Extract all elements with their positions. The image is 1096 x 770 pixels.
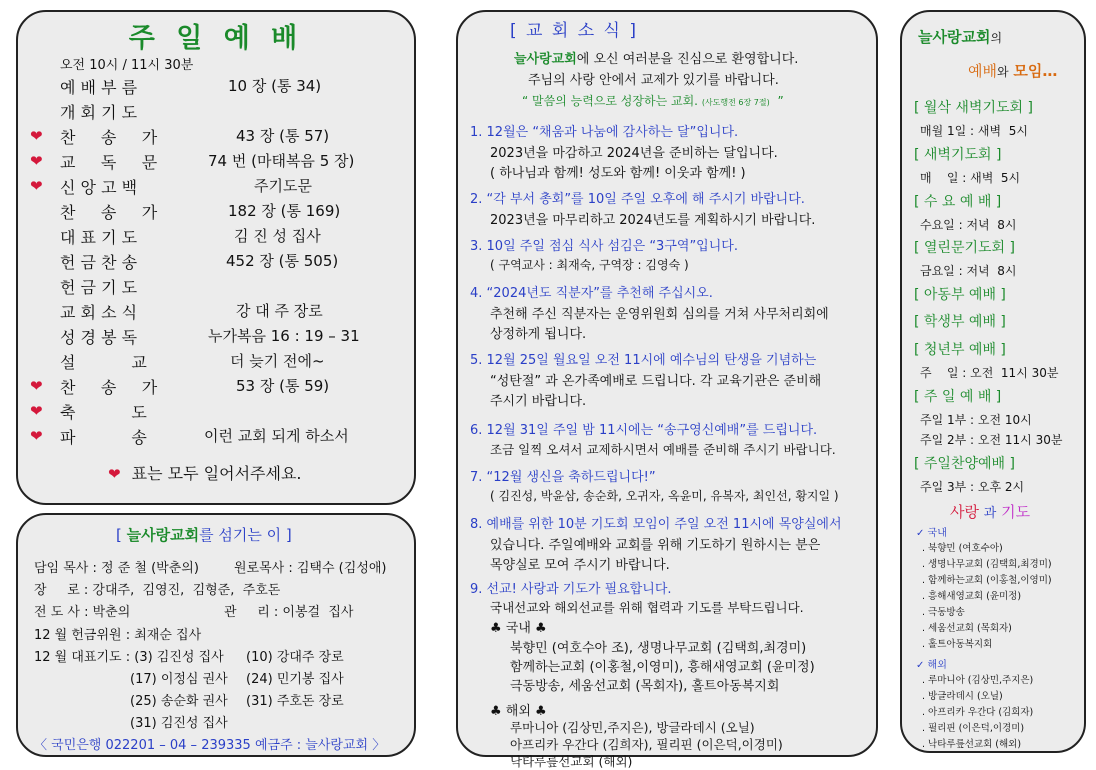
elders: 장 로 : 강대주, 김영진, 김형준, 주호돈 bbox=[34, 583, 281, 598]
meeting-title: [ 학생부 예배 ] bbox=[914, 314, 1006, 330]
order-name: 설 교 bbox=[60, 353, 147, 372]
news-item-5-body: 주시기 바랍니다. bbox=[490, 394, 587, 409]
order-row bbox=[18, 74, 414, 99]
heart-icon: ❤ bbox=[30, 427, 43, 445]
order-row bbox=[18, 99, 414, 124]
meetings-heading bbox=[968, 60, 1057, 81]
prayer-overseas-head: ✓ 해외 bbox=[916, 660, 947, 671]
prayer-overseas: . 필리핀 (이은덕,이경미) bbox=[922, 723, 1025, 734]
meeting-time: 매 일 : 새벽 5시 bbox=[920, 171, 1021, 185]
motto-end: ” bbox=[777, 94, 784, 108]
meeting-time: 주일 3부 : 오후 2시 bbox=[920, 480, 1025, 494]
prayer-domestic: . 세움선교회 (목회자) bbox=[922, 623, 1012, 634]
meeting-time: 금요일 : 저녁 8시 bbox=[920, 264, 1017, 278]
order-name: 교 독 문 bbox=[60, 153, 158, 172]
prayer-domestic: . 함께하는교회 (이홍철,이영미) bbox=[922, 575, 1052, 586]
order-row bbox=[18, 374, 414, 399]
news-item-9-body: 국내선교와 해외선교를 위해 협력과 기도를 부탁드립니다. bbox=[490, 600, 804, 615]
prayer-domestic: . 홀트아동복지회 bbox=[922, 639, 993, 650]
welcome-line-2: 주님의 사랑 안에서 교제가 있기를 바랍니다. bbox=[528, 73, 779, 88]
prayer-leader: (24) 민기봉 집사 bbox=[246, 672, 344, 687]
mission-domestic-head: ♣ 국내 ♣ bbox=[490, 621, 547, 636]
meeting-time: 매월 1일 : 새벽 5시 bbox=[920, 124, 1028, 138]
order-row bbox=[18, 399, 414, 424]
meeting-time: 수요일 : 저녁 8시 bbox=[920, 218, 1017, 232]
news-item-4-body: 추천해 주신 직분자는 운영위원회 심의를 거쳐 사무처리회에 bbox=[490, 307, 829, 322]
order-name: 헌 금 기 도 bbox=[60, 278, 138, 297]
manager: 관 리 : 이봉걸 집사 bbox=[224, 605, 354, 620]
order-detail: 김 진 성 집사 bbox=[234, 227, 321, 245]
prayer-domestic: . 생명나무교회 (김택희,최경미) bbox=[922, 559, 1052, 570]
news-item-7-head: 7. “12월 생신을 축하드립니다!” bbox=[470, 470, 656, 485]
order-name: 개 회 기 도 bbox=[60, 103, 138, 122]
meeting-time: 주 일 : 오전 11시 30분 bbox=[920, 366, 1059, 380]
meeting-title: [ 열린문기도회 ] bbox=[914, 240, 1015, 256]
news-item-8-body: 목양실로 모여 주시기 바랍니다. bbox=[490, 558, 670, 573]
news-item-8-head: 8. 예배를 위한 10분 기도회 모임이 주일 오전 11시에 목양실에서 bbox=[470, 517, 842, 532]
order-row bbox=[18, 424, 414, 449]
prayer-and: 과 bbox=[983, 506, 997, 521]
worship-word: 예배 bbox=[968, 62, 997, 80]
prayer-overseas: . 낙타루릎선교회 (해외) bbox=[922, 739, 1022, 750]
emeritus-pastor: 원로목사 : 김택수 (김성애) bbox=[234, 561, 387, 576]
news-item-7-body: ( 김진성, 박윤삼, 송순화, 오귀자, 옥윤미, 유복자, 최인선, 황지일 ) bbox=[490, 489, 839, 503]
prayer-overseas: . 아프리카 우간다 (김희자) bbox=[922, 707, 1034, 718]
order-detail: 182 장 (통 169) bbox=[228, 202, 341, 220]
motto-ref: (사도행전 6장 7절) bbox=[701, 98, 770, 107]
news-item-1-head: 1. 12월은 “채움과 나눔에 감사하는 달”입니다. bbox=[470, 125, 739, 140]
bank-account: 〈 국민은행 022201 – 04 – 239335 예금주 : 늘사랑교회 〉 bbox=[34, 738, 386, 753]
order-row bbox=[18, 249, 414, 274]
mission-domestic: 극동방송, 세움선교회 (목회자), 홀트아동복지회 bbox=[510, 679, 780, 694]
meeting-title: [ 아동부 예배 ] bbox=[914, 287, 1006, 303]
news-item-8-body: 있습니다. 주일예배와 교회를 위해 기도하기 원하시는 분은 bbox=[490, 538, 821, 553]
mission-overseas: 낙타루릎선교회 (해외) bbox=[510, 754, 633, 769]
meeting-title: [ 월삭 새벽기도회 ] bbox=[914, 100, 1033, 116]
news-item-3-head: 3. 10일 주일 점심 식사 섬김은 “3구역”입니다. bbox=[470, 239, 738, 254]
news-title: [ 교 회 소 식 ] bbox=[510, 21, 638, 41]
prayer-domestic-head: ✓ 국내 bbox=[916, 528, 947, 539]
order-name: 교 회 소 식 bbox=[60, 303, 138, 322]
order-detail: 53 장 (통 59) bbox=[236, 377, 330, 395]
meeting-time: 주일 2부 : 오전 11시 30분 bbox=[920, 433, 1063, 447]
standing-note bbox=[108, 461, 302, 484]
welcome-text: 에 오신 여러분을 진심으로 환영합니다. bbox=[576, 52, 799, 67]
order-row bbox=[18, 174, 414, 199]
evangelist: 전 도 사 : 박춘의 bbox=[34, 605, 131, 620]
meeting-title: [ 새벽기도회 ] bbox=[914, 147, 1002, 163]
order-name: 헌 금 찬 송 bbox=[60, 253, 138, 272]
prayer-overseas: . 방글라데시 (오닐) bbox=[922, 691, 1003, 702]
order-detail: 이런 교회 되게 하소서 bbox=[204, 427, 349, 445]
order-detail: 강 대 주 장로 bbox=[236, 302, 323, 320]
bracket-open: [ bbox=[116, 526, 122, 544]
meeting-title: [ 청년부 예배 ] bbox=[914, 342, 1006, 358]
meetings-church-name: 늘사랑교회 bbox=[918, 28, 991, 46]
servants-title bbox=[116, 524, 292, 545]
order-row bbox=[18, 299, 414, 324]
order-detail: 10 장 (통 34) bbox=[228, 77, 322, 95]
prayer-leader: (25) 송순화 권사 bbox=[130, 694, 228, 709]
news-item-5-body: “성탄절” 과 온가족예배로 드립니다. 각 교육기관은 준비해 bbox=[490, 374, 822, 389]
prayer-leader: (17) 이정심 권사 bbox=[130, 672, 228, 687]
news-item-9-head: 9. 선교! 사랑과 기도가 필요합니다. bbox=[470, 582, 672, 597]
prayer-leader: (10) 강대주 장로 bbox=[246, 650, 344, 665]
order-row bbox=[18, 124, 414, 149]
order-name: 대 표 기 도 bbox=[60, 228, 138, 247]
meetings-church bbox=[918, 26, 1002, 47]
mission-domestic: 북향민 (여호수아 조), 생명나무교회 (김택희,최경미) bbox=[510, 641, 807, 656]
mission-overseas: 아프리카 우간다 (김희자), 필리핀 (이은덕,이경미) bbox=[510, 737, 783, 752]
prayer-word: 기도 bbox=[1001, 503, 1031, 521]
news-item-1-body: 2023년을 마감하고 2024년을 준비하는 달입니다. bbox=[490, 146, 778, 161]
meeting-title: [ 수 요 예 배 ] bbox=[914, 194, 1002, 210]
order-row bbox=[18, 199, 414, 224]
mission-overseas-head: ♣ 해외 ♣ bbox=[490, 704, 547, 719]
order-name: 축 도 bbox=[60, 403, 147, 422]
order-row bbox=[18, 324, 414, 349]
heart-icon: ❤ bbox=[30, 127, 43, 145]
servants-panel bbox=[16, 513, 416, 757]
order-name: 찬 송 가 bbox=[60, 128, 158, 147]
worship-time: 오전 10시 / 11시 30분 bbox=[60, 58, 194, 73]
order-name: 신 앙 고 백 bbox=[60, 178, 138, 197]
news-item-3-body: ( 구역교사 : 최재숙, 구역장 : 김영숙 ) bbox=[490, 258, 689, 272]
standing-note-text: 표는 모두 일어서주세요. bbox=[131, 464, 302, 483]
order-detail: 43 장 (통 57) bbox=[236, 127, 330, 145]
order-row bbox=[18, 274, 414, 299]
order-row bbox=[18, 224, 414, 249]
order-name: 찬 송 가 bbox=[60, 203, 158, 222]
meetings-church-suffix: 의 bbox=[990, 31, 1003, 45]
heart-icon: ❤ bbox=[108, 465, 121, 483]
order-name: 찬 송 가 bbox=[60, 378, 158, 397]
worship-panel bbox=[16, 10, 416, 505]
heart-icon: ❤ bbox=[30, 402, 43, 420]
order-name: 성 경 봉 독 bbox=[60, 328, 138, 347]
prayer-leader: (31) 김진성 집사 bbox=[130, 716, 228, 731]
prayer-love: 사랑 bbox=[950, 503, 979, 521]
prayer-domestic: . 북향민 (여호수아) bbox=[922, 543, 1003, 554]
welcome-line bbox=[514, 48, 798, 67]
order-detail: 주기도문 bbox=[254, 177, 312, 195]
meeting-time: 주일 1부 : 오전 10시 bbox=[920, 413, 1032, 427]
servants-title-rest: 를 섬기는 이 bbox=[199, 526, 282, 544]
heart-icon: ❤ bbox=[30, 177, 43, 195]
meeting-title: [ 주일찬양예배 ] bbox=[914, 456, 1015, 472]
order-detail: 누가복음 16 : 19 – 31 bbox=[208, 327, 360, 345]
order-detail: 74 번 (마태복음 5 장) bbox=[208, 152, 355, 170]
mission-domestic: 함께하는교회 (이홍철,이영미), 흥해새영교회 (윤미정) bbox=[510, 660, 815, 675]
meeting-word: 모임… bbox=[1013, 62, 1058, 80]
worship-title: 주 일 예 배 bbox=[128, 23, 304, 54]
news-item-2-head: 2. “각 부서 총회”를 10일 주일 오후에 해 주시기 바랍니다. bbox=[470, 192, 805, 207]
news-item-4-body: 상정하게 됩니다. bbox=[490, 327, 587, 342]
order-row bbox=[18, 149, 414, 174]
meetings-panel bbox=[900, 10, 1086, 753]
bracket-close: ] bbox=[285, 526, 292, 544]
news-item-4-head: 4. “2024년도 직분자”를 추천해 주십시오. bbox=[470, 286, 713, 301]
and-word: 와 bbox=[996, 65, 1009, 79]
order-detail: 더 늦기 전에~ bbox=[230, 352, 325, 370]
news-item-1-body: ( 하나님과 함께! 성도와 함께! 이웃과 함께! ) bbox=[490, 166, 746, 181]
prayer-domestic: . 극동방송 bbox=[922, 607, 965, 618]
news-item-6-head: 6. 12월 31일 주일 밤 11시에는 “송구영신예배”를 드립니다. bbox=[470, 423, 818, 438]
news-item-2-body: 2023년을 마무리하고 2024년도를 계획하시기 바랍니다. bbox=[490, 213, 816, 228]
order-row bbox=[18, 349, 414, 374]
prayer-leader: (31) 주호돈 장로 bbox=[246, 694, 344, 709]
prayer-leader: 12 월 대표기도 : (3) 김진성 집사 bbox=[34, 650, 224, 665]
servants-church-name: 늘사랑교회 bbox=[126, 526, 200, 544]
heart-icon: ❤ bbox=[30, 152, 43, 170]
news-panel bbox=[456, 10, 878, 769]
motto bbox=[522, 92, 784, 109]
prayer-heading bbox=[950, 501, 1030, 522]
heart-icon: ❤ bbox=[30, 377, 43, 395]
news-item-6-body: 조금 일찍 오셔서 교제하시면서 예배를 준비해 주시기 바랍니다. bbox=[490, 442, 836, 457]
meeting-title: [ 주 일 예 배 ] bbox=[914, 389, 1002, 405]
order-name: 예 배 부 름 bbox=[60, 78, 138, 97]
offering-committee: 12 월 헌금위원 : 최재순 집사 bbox=[34, 628, 202, 643]
mission-overseas: 루마니아 (김상민,주지은), 방글라데시 (오닐) bbox=[510, 720, 755, 735]
prayer-overseas: . 루마니아 (김상민,주지은) bbox=[922, 675, 1034, 686]
welcome-church: 늘사랑교회 bbox=[514, 52, 577, 67]
order-name: 파 송 bbox=[60, 428, 147, 447]
motto-text: “ 말씀의 능력으로 성장하는 교회. bbox=[522, 94, 698, 108]
news-item-5-head: 5. 12월 25일 월요일 오전 11시에 예수님의 탄생을 기념하는 bbox=[470, 353, 817, 368]
prayer-domestic: . 흥해새영교회 (윤미정) bbox=[922, 591, 1022, 602]
order-detail: 452 장 (통 505) bbox=[226, 252, 339, 270]
senior-pastor: 담임 목사 : 정 준 철 (박춘의) bbox=[34, 561, 199, 576]
